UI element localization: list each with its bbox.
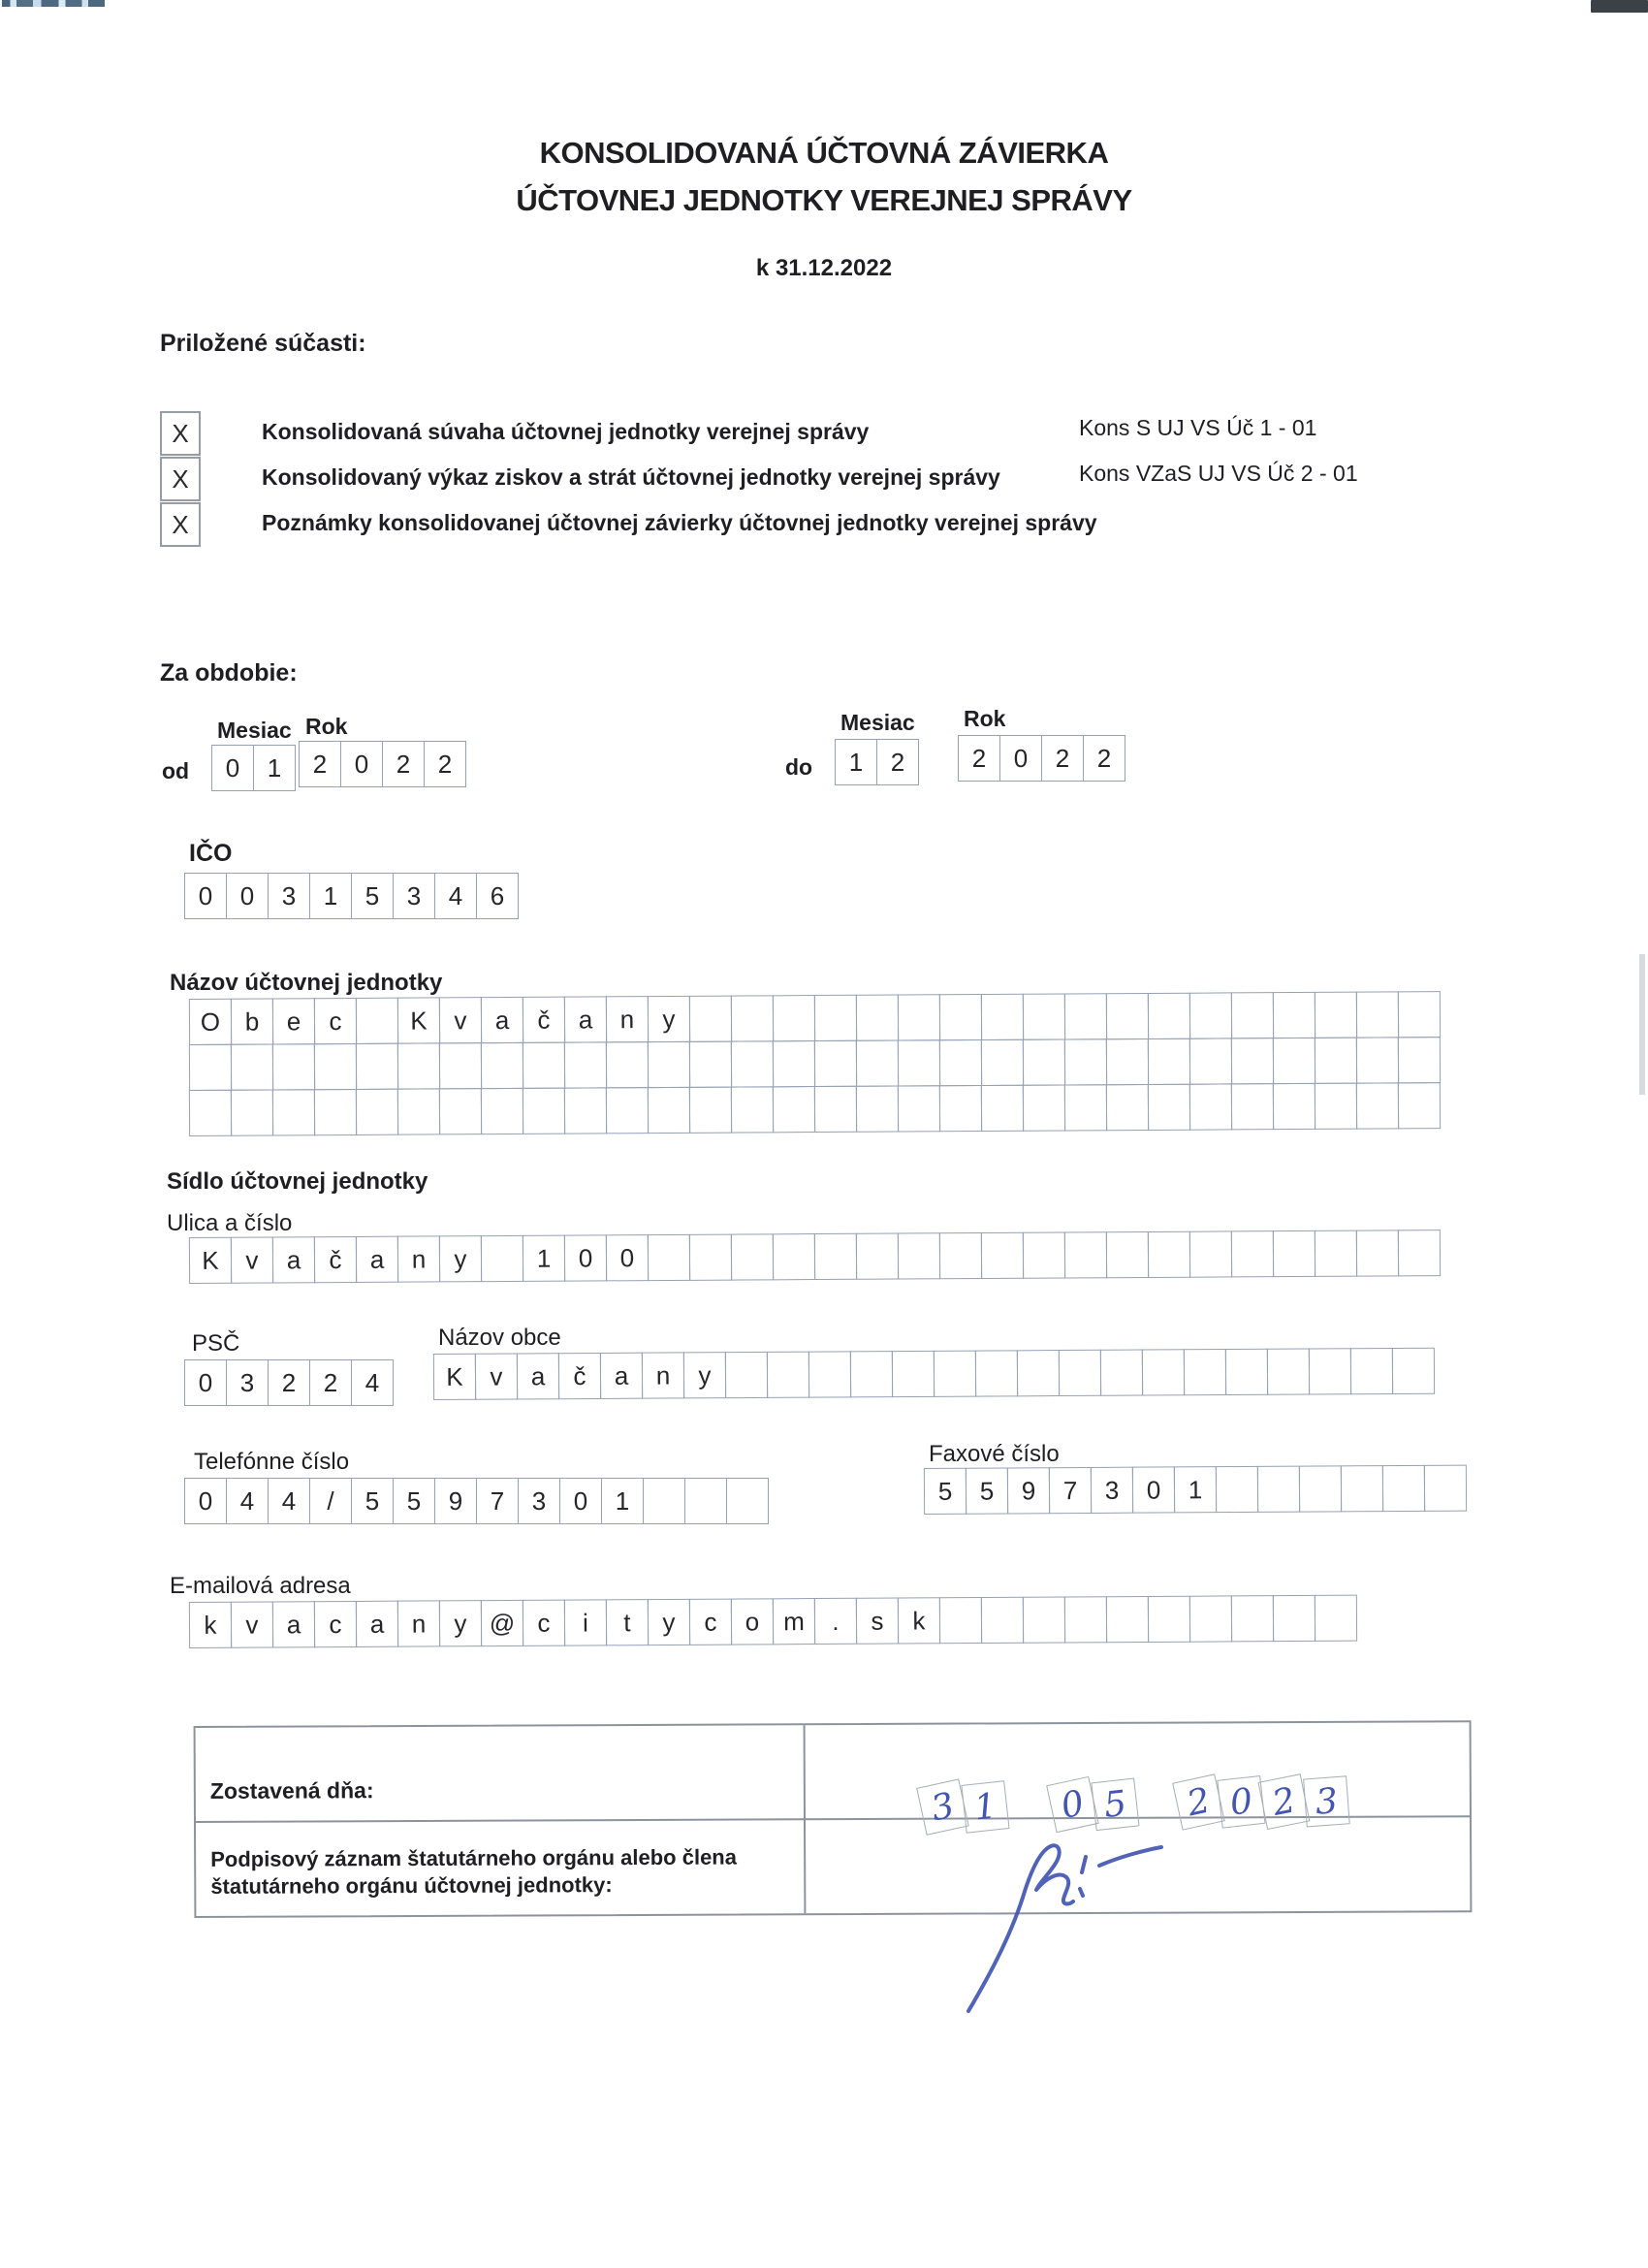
grid-cell[interactable] bbox=[684, 1478, 727, 1524]
grid-cell[interactable] bbox=[1315, 1083, 1357, 1130]
grid-cell[interactable] bbox=[856, 1233, 899, 1280]
attachments-heading: Priložené súčasti: bbox=[160, 330, 366, 357]
grid-cell[interactable]: a bbox=[564, 996, 607, 1042]
grid-cell[interactable] bbox=[1023, 993, 1065, 1039]
grid-cell[interactable]: v bbox=[231, 1601, 273, 1647]
grid-cell[interactable] bbox=[1106, 1596, 1149, 1643]
grid-cell[interactable]: a bbox=[272, 1601, 315, 1647]
grid-cell[interactable] bbox=[1017, 1350, 1060, 1396]
grid-cell[interactable] bbox=[1273, 992, 1315, 1038]
grid-cell[interactable] bbox=[1356, 991, 1399, 1038]
grid-cell[interactable] bbox=[1273, 1595, 1315, 1642]
grid-cell[interactable]: č bbox=[558, 1353, 601, 1399]
period-to-month-boxes[interactable] bbox=[835, 739, 919, 785]
grid-cell[interactable] bbox=[1189, 1083, 1232, 1130]
grid-cell[interactable] bbox=[981, 994, 1024, 1040]
grid-cell[interactable] bbox=[481, 1042, 523, 1089]
grid-cell[interactable] bbox=[439, 1042, 482, 1089]
grid-cell[interactable] bbox=[898, 994, 940, 1040]
as-of-date: k 31.12.2022 bbox=[755, 255, 893, 281]
grid-cell[interactable] bbox=[939, 1085, 982, 1132]
grid-cell[interactable]: . bbox=[814, 1598, 857, 1645]
grid-cell[interactable]: c bbox=[314, 998, 357, 1044]
grid-cell[interactable] bbox=[1315, 992, 1357, 1038]
grid-cell[interactable]: 3 bbox=[226, 1359, 269, 1406]
grid-cell[interactable]: 1 bbox=[309, 873, 352, 919]
grid-cell[interactable] bbox=[773, 995, 815, 1041]
grid-cell[interactable]: n bbox=[397, 1235, 440, 1282]
fax-label: Faxové číslo bbox=[929, 1441, 1060, 1467]
scan-artifact-top-left bbox=[2, 0, 105, 7]
grid-cell[interactable]: 0 bbox=[1046, 1776, 1099, 1833]
grid-cell[interactable] bbox=[1231, 992, 1274, 1038]
checkbox-mark: X bbox=[172, 418, 189, 448]
grid-cell[interactable] bbox=[1225, 1349, 1268, 1395]
grid-cell[interactable] bbox=[356, 1043, 398, 1090]
grid-cell[interactable] bbox=[564, 1041, 607, 1088]
grid-cell[interactable]: a bbox=[356, 1236, 398, 1283]
period-to-month-label: Mesiac bbox=[840, 710, 915, 735]
grid-cell[interactable] bbox=[648, 1087, 690, 1134]
grid-cell[interactable]: 0 bbox=[999, 735, 1042, 782]
grid-cell[interactable]: 1 bbox=[961, 1780, 1009, 1834]
grid-cell[interactable] bbox=[1315, 1038, 1357, 1084]
period-from-year-boxes[interactable] bbox=[299, 741, 466, 787]
period-from-month-boxes[interactable] bbox=[211, 745, 296, 791]
grid-cell[interactable] bbox=[731, 1086, 774, 1133]
grid-cell[interactable]: 1 bbox=[523, 1235, 565, 1282]
grid-cell[interactable]: 3 bbox=[268, 873, 310, 919]
grid-cell[interactable]: a bbox=[517, 1353, 559, 1399]
grid-cell[interactable] bbox=[725, 1352, 768, 1398]
grid-cell[interactable] bbox=[1148, 1038, 1190, 1085]
grid-cell[interactable]: n bbox=[606, 996, 649, 1042]
grid-cell[interactable] bbox=[814, 1040, 857, 1087]
grid-cell[interactable] bbox=[981, 1039, 1024, 1086]
grid-cell[interactable]: / bbox=[309, 1478, 352, 1524]
grid-cell[interactable] bbox=[272, 1043, 315, 1090]
grid-cell[interactable] bbox=[1184, 1349, 1226, 1395]
attachment-form-code: Kons S UJ VS Úč 1 - 01 bbox=[1079, 415, 1317, 440]
grid-cell[interactable] bbox=[523, 1042, 565, 1089]
entity-name-grid-row3[interactable] bbox=[189, 1082, 1441, 1136]
compiled-year-boxes[interactable] bbox=[1177, 1777, 1348, 1827]
grid-cell[interactable]: b bbox=[231, 998, 273, 1044]
grid-cell[interactable]: y bbox=[439, 1600, 482, 1646]
grid-cell[interactable]: v bbox=[231, 1236, 273, 1283]
grid-cell[interactable] bbox=[1216, 1466, 1258, 1513]
grid-cell[interactable]: 2 bbox=[876, 739, 919, 785]
grid-cell[interactable] bbox=[397, 1042, 440, 1089]
grid-cell[interactable] bbox=[1231, 1230, 1274, 1277]
grid-cell[interactable]: 0 bbox=[559, 1478, 602, 1524]
grid-cell[interactable]: n bbox=[642, 1352, 684, 1398]
grid-cell[interactable]: 0 bbox=[211, 745, 254, 791]
grid-cell[interactable] bbox=[1231, 1038, 1274, 1084]
grid-cell[interactable] bbox=[726, 1478, 769, 1524]
grid-cell[interactable]: 0 bbox=[226, 873, 269, 919]
grid-cell[interactable] bbox=[272, 1089, 315, 1135]
fax-grid[interactable] bbox=[924, 1465, 1467, 1515]
grid-cell[interactable] bbox=[856, 995, 899, 1041]
phone-grid[interactable] bbox=[184, 1478, 769, 1524]
grid-cell[interactable]: 2 bbox=[1172, 1773, 1225, 1830]
grid-cell[interactable] bbox=[1064, 1231, 1107, 1278]
grid-cell[interactable] bbox=[1148, 1596, 1190, 1643]
grid-cell[interactable]: 1 bbox=[253, 745, 296, 791]
grid-cell[interactable]: n bbox=[397, 1600, 440, 1646]
grid-cell[interactable]: č bbox=[523, 997, 565, 1043]
grid-cell[interactable] bbox=[731, 1040, 774, 1087]
grid-cell[interactable] bbox=[898, 1085, 940, 1132]
grid-cell[interactable] bbox=[1106, 1084, 1149, 1131]
grid-cell[interactable] bbox=[1064, 1596, 1107, 1643]
grid-cell[interactable] bbox=[356, 1089, 398, 1135]
grid-cell[interactable]: 9 bbox=[434, 1478, 477, 1524]
grid-cell[interactable]: e bbox=[272, 998, 315, 1044]
grid-cell[interactable]: @ bbox=[481, 1600, 523, 1646]
grid-cell[interactable]: K bbox=[189, 1237, 232, 1284]
grid-cell[interactable] bbox=[606, 1087, 649, 1134]
period-heading: Za obdobie: bbox=[160, 659, 298, 687]
street-label: Ulica a číslo bbox=[167, 1210, 293, 1236]
grid-cell[interactable] bbox=[939, 994, 982, 1040]
grid-cell[interactable]: i bbox=[564, 1599, 607, 1645]
grid-cell[interactable]: v bbox=[475, 1353, 518, 1399]
grid-cell[interactable] bbox=[1398, 991, 1441, 1038]
grid-cell[interactable] bbox=[1023, 1084, 1065, 1131]
grid-cell[interactable] bbox=[1356, 1037, 1399, 1083]
grid-cell[interactable] bbox=[1309, 1348, 1351, 1394]
grid-cell[interactable] bbox=[1392, 1348, 1435, 1394]
grid-cell[interactable] bbox=[808, 1351, 851, 1397]
grid-cell[interactable]: v bbox=[439, 997, 482, 1043]
grid-cell[interactable] bbox=[481, 1088, 523, 1134]
grid-cell[interactable] bbox=[934, 1351, 976, 1397]
period-to-label: do bbox=[785, 754, 813, 780]
grid-cell[interactable] bbox=[1148, 1231, 1190, 1278]
grid-cell[interactable] bbox=[1106, 1231, 1149, 1278]
grid-cell[interactable]: c bbox=[314, 1601, 357, 1647]
grid-cell[interactable] bbox=[231, 1043, 273, 1090]
entity-name-label: Názov účtovnej jednotky bbox=[170, 970, 443, 996]
grid-cell[interactable] bbox=[1106, 1038, 1149, 1085]
grid-cell[interactable]: 5 bbox=[351, 873, 394, 919]
grid-cell[interactable] bbox=[981, 1085, 1024, 1132]
grid-cell[interactable] bbox=[564, 1087, 607, 1134]
grid-cell[interactable]: 0 bbox=[1132, 1466, 1175, 1513]
grid-cell[interactable]: 2 bbox=[1257, 1773, 1310, 1830]
grid-cell[interactable]: O bbox=[189, 999, 232, 1045]
grid-cell[interactable]: 5 bbox=[1091, 1778, 1139, 1832]
grid-cell[interactable] bbox=[1231, 1083, 1274, 1130]
grid-cell[interactable]: K bbox=[397, 997, 440, 1043]
compiled-month-boxes[interactable] bbox=[1051, 1780, 1137, 1829]
grid-cell[interactable]: y bbox=[439, 1235, 482, 1282]
period-from-month-label: Mesiac bbox=[217, 718, 292, 743]
checkbox-konsolidovany-vykaz[interactable] bbox=[160, 457, 201, 501]
grid-cell[interactable] bbox=[1189, 992, 1232, 1038]
grid-cell[interactable]: k bbox=[189, 1602, 232, 1648]
grid-cell[interactable]: 1 bbox=[1174, 1466, 1217, 1513]
grid-cell[interactable] bbox=[1356, 1230, 1399, 1276]
grid-cell[interactable]: 1 bbox=[835, 739, 877, 785]
grid-cell[interactable]: 3 bbox=[1091, 1467, 1133, 1514]
grid-cell[interactable] bbox=[1142, 1349, 1185, 1395]
grid-cell[interactable]: 3 bbox=[518, 1478, 560, 1524]
grid-cell[interactable] bbox=[1023, 1038, 1065, 1085]
grid-cell[interactable] bbox=[1267, 1348, 1310, 1394]
town-grid[interactable] bbox=[433, 1348, 1435, 1400]
grid-cell[interactable] bbox=[939, 1232, 982, 1279]
grid-cell[interactable] bbox=[939, 1597, 982, 1644]
street-grid[interactable] bbox=[189, 1230, 1441, 1284]
grid-cell[interactable]: č bbox=[314, 1236, 357, 1283]
grid-cell[interactable] bbox=[1023, 1231, 1065, 1278]
grid-cell[interactable]: 4 bbox=[226, 1478, 269, 1524]
grid-cell[interactable]: 6 bbox=[476, 873, 519, 919]
grid-cell[interactable] bbox=[1023, 1596, 1065, 1643]
grid-cell[interactable] bbox=[1350, 1348, 1393, 1394]
period-from-label: od bbox=[162, 758, 190, 783]
attachment-form-code: Kons VZaS UJ VS Úč 2 - 01 bbox=[1079, 461, 1358, 486]
grid-cell[interactable] bbox=[773, 1233, 815, 1280]
phone-label: Telefónne číslo bbox=[194, 1449, 350, 1475]
grid-cell[interactable] bbox=[481, 1235, 523, 1282]
grid-cell[interactable] bbox=[606, 1041, 649, 1088]
grid-cell[interactable] bbox=[689, 1234, 732, 1281]
grid-cell[interactable]: 0 bbox=[184, 1478, 227, 1524]
grid-cell[interactable] bbox=[314, 1089, 357, 1135]
signature-label: Podpisový záznam štatutárneho orgánu alebo člena štatutárneho orgánu účtovnej jednotky: bbox=[210, 1844, 737, 1899]
compiled-date-label: Zostavená dňa: bbox=[209, 1777, 374, 1804]
grid-cell[interactable] bbox=[1299, 1465, 1342, 1512]
grid-cell[interactable] bbox=[1106, 993, 1149, 1039]
zip-label: PSČ bbox=[192, 1330, 240, 1357]
grid-cell[interactable] bbox=[1273, 1230, 1315, 1277]
grid-cell[interactable] bbox=[1189, 1038, 1232, 1084]
grid-cell[interactable]: m bbox=[773, 1598, 815, 1645]
grid-cell[interactable]: 1 bbox=[601, 1478, 644, 1524]
grid-cell[interactable]: 3 bbox=[1303, 1775, 1350, 1827]
grid-cell[interactable] bbox=[648, 1234, 690, 1281]
attachment-label: Konsolidovaný výkaz ziskov a strát účtovnej jednotky verejnej správy bbox=[262, 464, 1000, 490]
grid-cell[interactable] bbox=[1231, 1595, 1274, 1642]
grid-cell[interactable] bbox=[892, 1351, 935, 1397]
grid-cell[interactable] bbox=[1356, 1082, 1399, 1129]
grid-cell[interactable]: 2 bbox=[958, 735, 1000, 782]
grid-cell[interactable]: 0 bbox=[606, 1234, 649, 1281]
scan-artifact-top-right bbox=[1591, 0, 1648, 13]
grid-cell[interactable] bbox=[643, 1478, 685, 1524]
grid-cell[interactable] bbox=[1398, 1230, 1441, 1276]
grid-cell[interactable]: K bbox=[433, 1354, 476, 1400]
email-grid[interactable] bbox=[189, 1595, 1357, 1648]
grid-cell[interactable]: 2 bbox=[309, 1359, 352, 1406]
grid-cell[interactable] bbox=[689, 996, 732, 1042]
grid-cell[interactable]: o bbox=[731, 1598, 774, 1645]
grid-cell[interactable] bbox=[1064, 1084, 1107, 1131]
grid-cell[interactable] bbox=[1315, 1595, 1357, 1642]
grid-cell[interactable]: a bbox=[600, 1353, 643, 1399]
grid-cell[interactable] bbox=[856, 1086, 899, 1133]
grid-cell[interactable] bbox=[1148, 993, 1190, 1039]
footer-table bbox=[194, 1720, 1473, 1918]
grid-cell[interactable] bbox=[1424, 1465, 1467, 1512]
ico-label: IČO bbox=[189, 840, 233, 867]
grid-cell[interactable] bbox=[1273, 1083, 1315, 1130]
grid-cell[interactable] bbox=[189, 1044, 232, 1091]
grid-cell[interactable]: 0 bbox=[564, 1234, 607, 1281]
grid-cell[interactable]: 2 bbox=[382, 741, 425, 787]
grid-cell[interactable]: 3 bbox=[916, 1778, 969, 1835]
grid-cell[interactable]: 7 bbox=[476, 1478, 519, 1524]
grid-cell[interactable] bbox=[898, 1039, 940, 1086]
grid-cell[interactable] bbox=[1341, 1465, 1383, 1512]
grid-cell[interactable] bbox=[1189, 1230, 1232, 1277]
grid-cell[interactable]: 0 bbox=[1217, 1775, 1265, 1829]
grid-cell[interactable]: y bbox=[648, 996, 690, 1042]
grid-cell[interactable]: 5 bbox=[393, 1478, 435, 1524]
grid-cell[interactable] bbox=[189, 1090, 232, 1136]
grid-cell[interactable] bbox=[1398, 1082, 1441, 1129]
period-to-year-label: Rok bbox=[964, 706, 1006, 731]
grid-cell[interactable]: 2 bbox=[424, 741, 466, 787]
grid-cell[interactable] bbox=[397, 1088, 440, 1134]
grid-cell[interactable]: 0 bbox=[184, 1359, 227, 1406]
grid-cell[interactable]: 2 bbox=[1041, 735, 1084, 782]
grid-cell[interactable] bbox=[439, 1088, 482, 1134]
grid-cell[interactable]: a bbox=[272, 1236, 315, 1283]
checkbox-mark: X bbox=[172, 509, 189, 539]
attachment-label: Konsolidovaná súvaha účtovnej jednotky verejnej správy bbox=[262, 419, 870, 444]
grid-cell[interactable]: s bbox=[856, 1598, 899, 1645]
town-label: Názov obce bbox=[438, 1325, 561, 1351]
grid-cell[interactable] bbox=[1059, 1350, 1101, 1396]
grid-cell[interactable] bbox=[767, 1352, 809, 1398]
grid-cell[interactable]: 4 bbox=[268, 1478, 310, 1524]
seat-label: Sídlo účtovnej jednotky bbox=[167, 1168, 428, 1195]
grid-cell[interactable]: 2 bbox=[1083, 735, 1125, 782]
grid-cell[interactable]: c bbox=[523, 1600, 565, 1646]
grid-cell[interactable]: 5 bbox=[924, 1468, 967, 1515]
grid-cell[interactable] bbox=[731, 1233, 774, 1280]
grid-cell[interactable] bbox=[975, 1350, 1018, 1396]
grid-cell[interactable]: a bbox=[356, 1601, 398, 1647]
grid-cell[interactable] bbox=[981, 1597, 1024, 1644]
grid-cell[interactable]: y bbox=[648, 1599, 690, 1645]
grid-cell[interactable] bbox=[1398, 1037, 1441, 1083]
grid-cell[interactable] bbox=[814, 1233, 857, 1280]
grid-cell[interactable] bbox=[1273, 1038, 1315, 1084]
grid-cell[interactable] bbox=[231, 1089, 273, 1135]
grid-cell[interactable]: k bbox=[898, 1597, 940, 1644]
grid-cell[interactable]: 4 bbox=[434, 873, 477, 919]
scan-artifact-right-edge bbox=[1639, 954, 1645, 1095]
ico-boxes[interactable] bbox=[184, 873, 519, 919]
checkbox-poznamky[interactable] bbox=[160, 502, 201, 547]
grid-cell[interactable] bbox=[1100, 1350, 1143, 1396]
grid-cell[interactable]: 5 bbox=[351, 1478, 394, 1524]
grid-cell[interactable]: c bbox=[689, 1599, 732, 1645]
grid-cell[interactable] bbox=[814, 1086, 857, 1133]
grid-cell[interactable] bbox=[773, 1040, 815, 1087]
grid-cell[interactable] bbox=[689, 1087, 732, 1134]
grid-cell[interactable]: 2 bbox=[268, 1359, 310, 1406]
checkbox-konsolidovana-suvaha[interactable] bbox=[160, 411, 201, 456]
grid-cell[interactable]: t bbox=[606, 1599, 649, 1645]
form-title-block bbox=[407, 136, 1241, 282]
grid-cell[interactable] bbox=[814, 995, 857, 1041]
grid-cell[interactable]: 0 bbox=[340, 741, 383, 787]
period-from-year-label: Rok bbox=[305, 714, 348, 739]
grid-cell[interactable] bbox=[1148, 1084, 1190, 1131]
grid-cell[interactable] bbox=[648, 1041, 690, 1088]
form-title-line2: ÚČTOVNEJ JEDNOTKY VEREJNEJ SPRÁVY bbox=[516, 183, 1132, 217]
signature bbox=[955, 1825, 1178, 2019]
grid-cell[interactable]: 5 bbox=[966, 1467, 1008, 1514]
zip-boxes[interactable] bbox=[184, 1359, 394, 1406]
grid-cell[interactable] bbox=[1315, 1230, 1357, 1277]
grid-cell[interactable] bbox=[981, 1232, 1024, 1279]
attachment-label: Poznámky konsolidovanej účtovnej závierky účtovnej jednotky verejnej správy bbox=[262, 510, 1097, 535]
grid-cell[interactable] bbox=[773, 1086, 815, 1133]
grid-cell[interactable]: 3 bbox=[393, 873, 435, 919]
grid-cell[interactable] bbox=[1064, 1038, 1107, 1085]
grid-cell[interactable] bbox=[856, 1040, 899, 1087]
grid-cell[interactable]: 7 bbox=[1049, 1467, 1092, 1514]
grid-cell[interactable] bbox=[898, 1232, 940, 1279]
grid-cell[interactable]: 2 bbox=[299, 741, 341, 787]
period-to-year-boxes[interactable] bbox=[958, 735, 1125, 782]
grid-cell[interactable] bbox=[356, 998, 398, 1044]
grid-cell[interactable] bbox=[1064, 993, 1107, 1039]
form-title-line1: KONSOLIDOVANÁ ÚČTOVNÁ ZÁVIERKA bbox=[539, 136, 1109, 170]
grid-cell[interactable] bbox=[1189, 1595, 1232, 1642]
grid-cell[interactable]: 9 bbox=[1007, 1467, 1050, 1514]
grid-cell[interactable] bbox=[731, 995, 774, 1041]
grid-cell[interactable] bbox=[850, 1351, 893, 1397]
grid-cell[interactable] bbox=[1257, 1466, 1300, 1513]
grid-cell[interactable]: y bbox=[683, 1352, 726, 1398]
grid-cell[interactable] bbox=[689, 1041, 732, 1088]
grid-cell[interactable] bbox=[523, 1088, 565, 1134]
grid-cell[interactable] bbox=[939, 1039, 982, 1086]
grid-cell[interactable] bbox=[314, 1043, 357, 1090]
email-label: E-mailová adresa bbox=[170, 1573, 351, 1599]
grid-cell[interactable]: a bbox=[481, 997, 523, 1043]
grid-cell[interactable]: 0 bbox=[184, 873, 227, 919]
grid-cell[interactable] bbox=[1382, 1465, 1425, 1512]
grid-cell[interactable]: 4 bbox=[351, 1359, 394, 1406]
checkbox-mark: X bbox=[172, 463, 189, 494]
